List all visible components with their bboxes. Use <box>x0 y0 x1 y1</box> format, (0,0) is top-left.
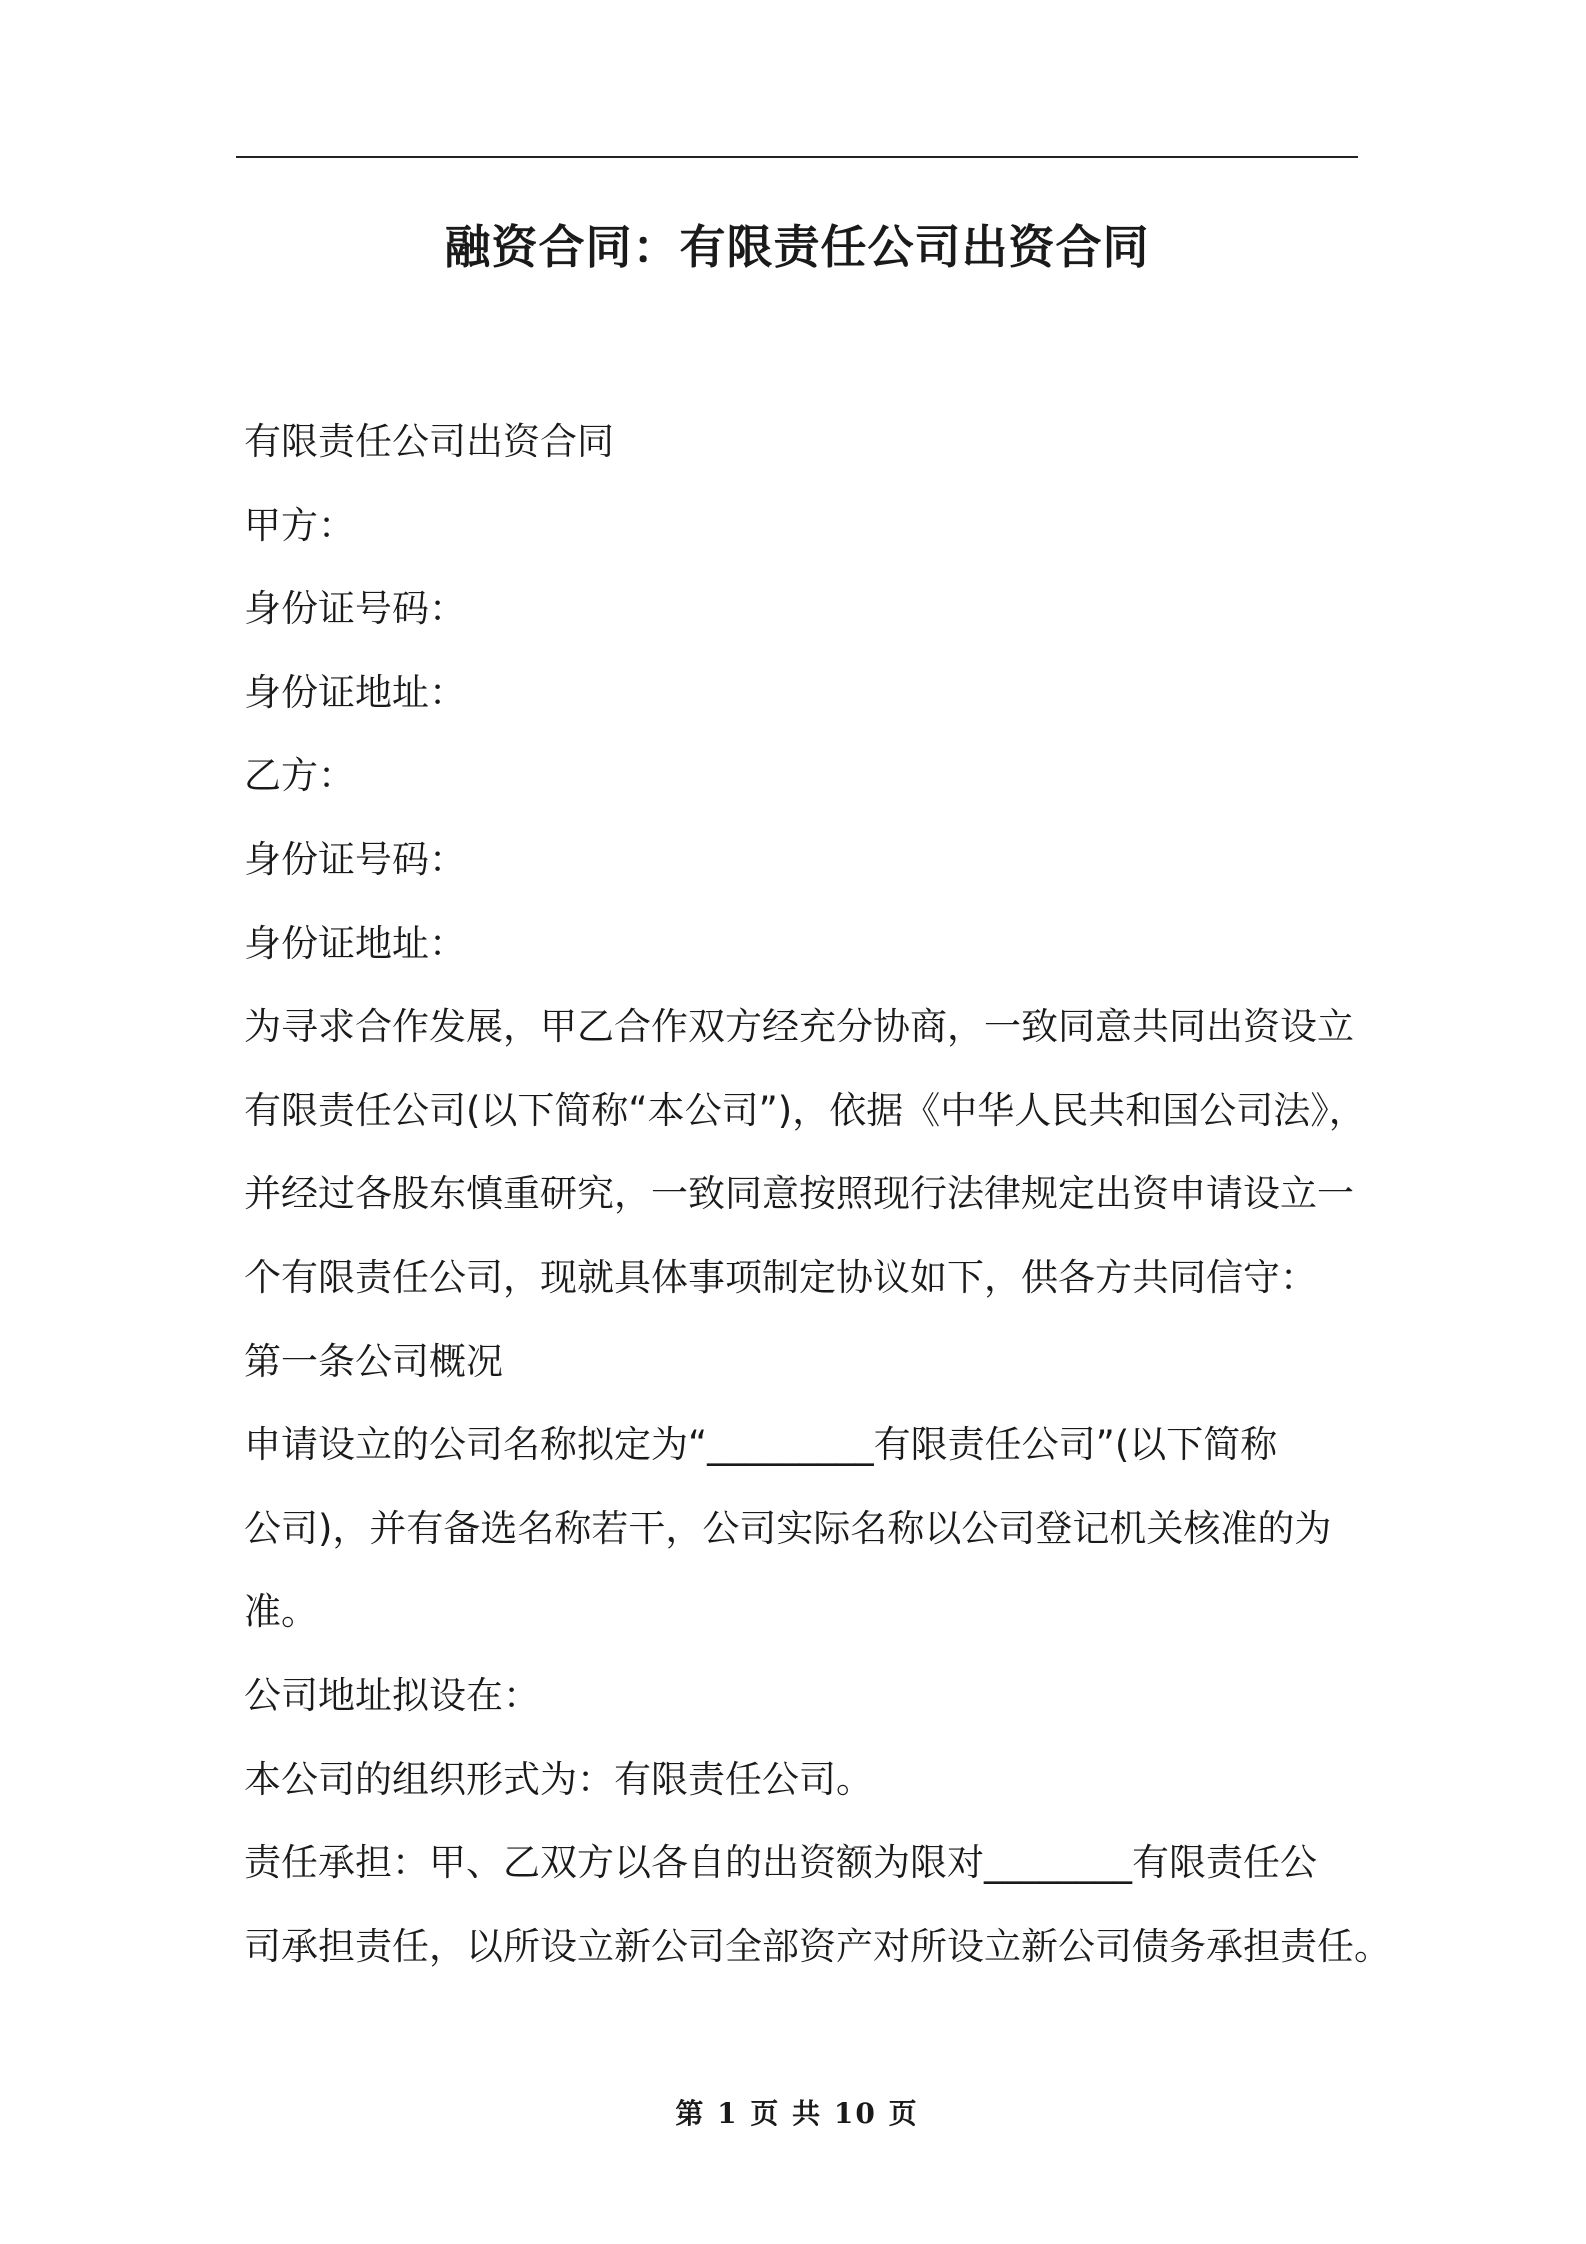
company-name-line: 准。 <box>244 1590 318 1634</box>
preamble-line: 为寻求合作发展，甲乙合作双方经充分协商，一致同意共同出资设立 <box>244 1005 1354 1049</box>
party-a-label: 甲方： <box>244 503 355 547</box>
liability-line: 司承担责任，以所设立新公司全部资产对所设立新公司债务承担责任。 <box>244 1924 1391 1968</box>
article-heading: 第一条公司概况 <box>244 1339 503 1383</box>
subtitle-line: 有限责任公司出资合同 <box>244 420 614 463</box>
document-title: 融资合同：有限责任公司出资合同 <box>444 220 1150 274</box>
party-b-id-address-label: 身份证地址： <box>244 921 466 965</box>
page-number: 第 1 页 共 10 页 <box>675 2097 919 2130</box>
liability-line: 责任承担：甲、乙双方以各自的出资额为限对________有限责任公 <box>244 1841 1317 1885</box>
party-a-id-address-label: 身份证地址： <box>244 670 466 714</box>
party-a-id-number-label: 身份证号码： <box>244 587 466 631</box>
document-body <box>244 400 1391 1988</box>
header-rule <box>236 156 1358 158</box>
preamble-line: 个有限责任公司，现就具体事项制定协议如下，供各方共同信守： <box>244 1255 1317 1299</box>
company-address-line: 公司地址拟设在： <box>244 1673 540 1717</box>
company-name-line: 申请设立的公司名称拟定为“_________有限责任公司”(以下简称 <box>244 1423 1278 1467</box>
preamble-line: 有限责任公司(以下简称“本公司”)，依据《中华人民共和国公司法》， <box>244 1088 1366 1132</box>
organization-form-line: 本公司的组织形式为：有限责任公司。 <box>244 1757 873 1801</box>
party-b-id-number-label: 身份证号码： <box>244 837 466 881</box>
company-name-line: 公司)，并有备选名称若干，公司实际名称以公司登记机关核准的为 <box>244 1506 1332 1550</box>
preamble-line: 并经过各股东慎重研究，一致同意按照现行法律规定出资申请设立一 <box>244 1172 1354 1216</box>
party-b-label: 乙方： <box>244 754 355 798</box>
